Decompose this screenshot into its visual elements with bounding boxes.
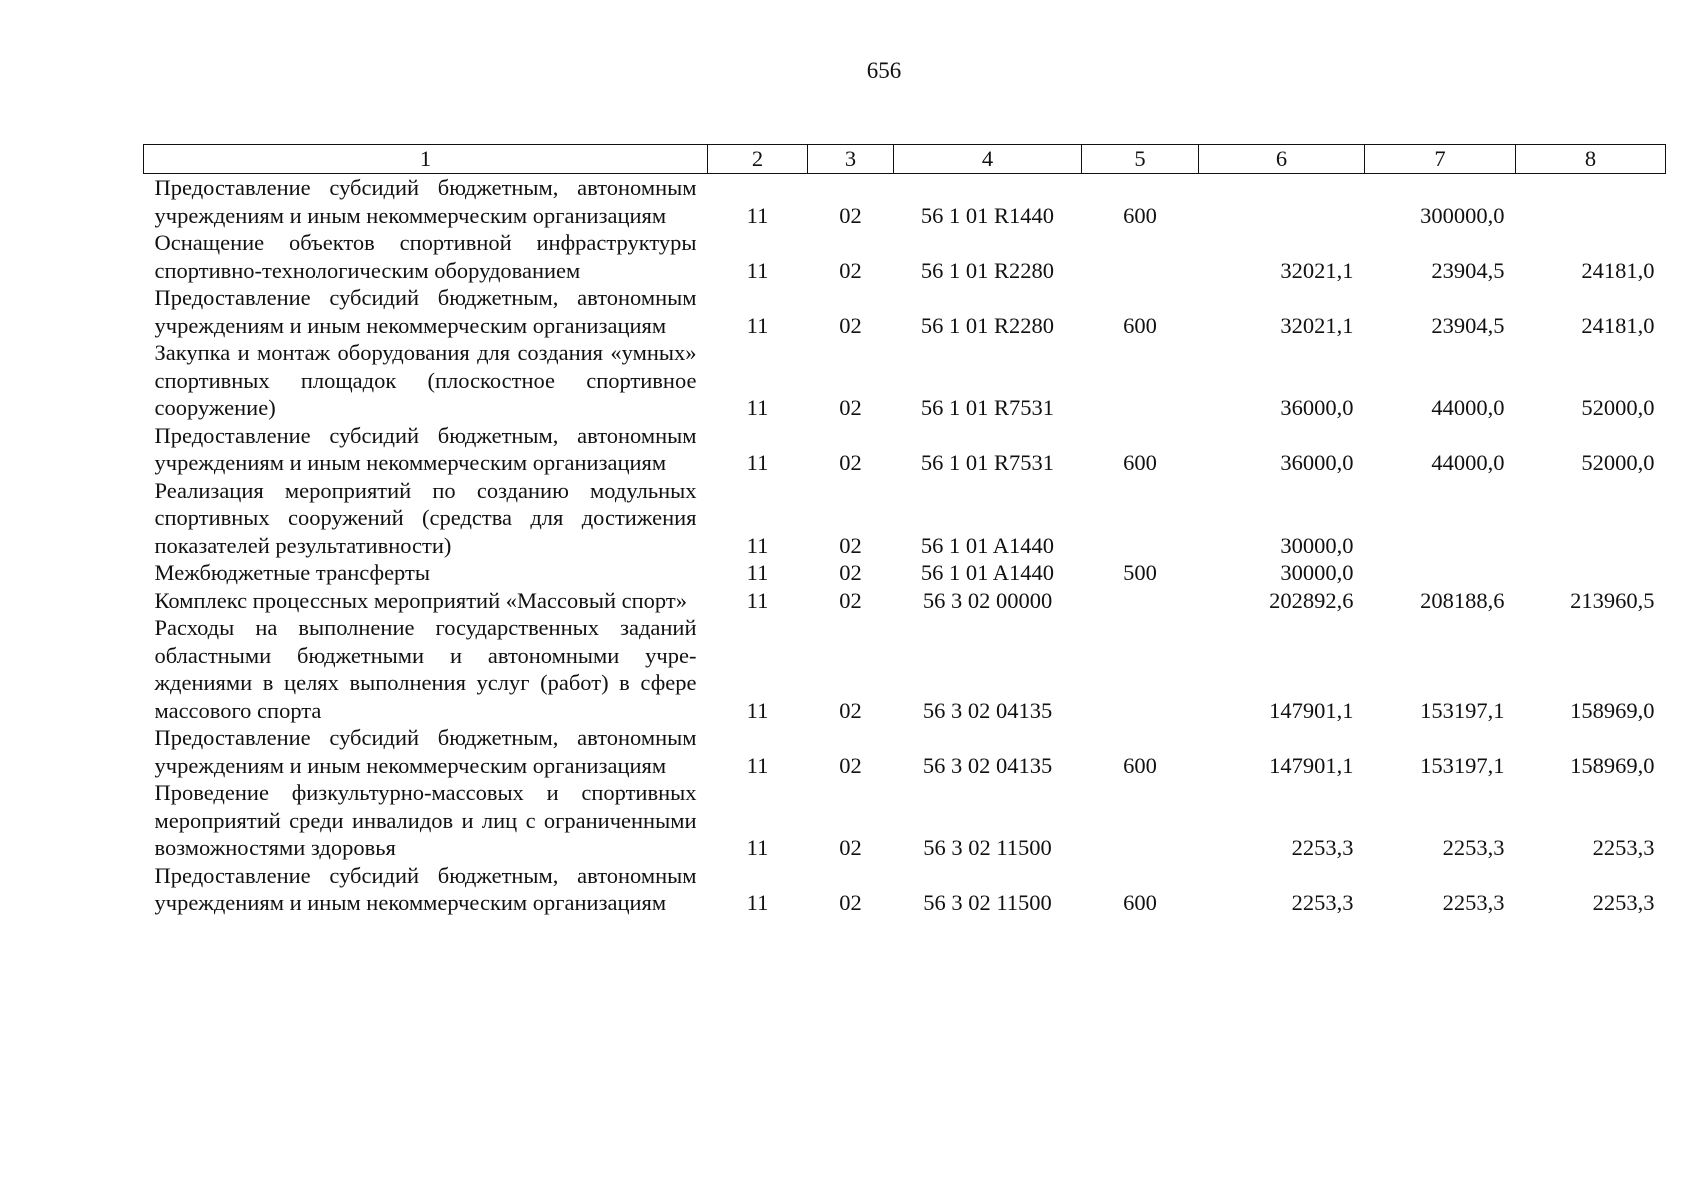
row-target-article: 56 1 01 A1440 [920, 532, 1055, 558]
row-amount-3: 24181,0 [1581, 312, 1655, 338]
column-header: 7 [1365, 145, 1516, 174]
table-row [144, 477, 1666, 560]
row-name: Предоставление субсидий бюджетным, автономным учреждениям и иным некоммерческим организациям [154, 862, 697, 915]
row-subsection: 02 [839, 532, 862, 558]
row-subsection: 02 [839, 560, 862, 585]
row-expense-type [1082, 339, 1199, 422]
budget-table [143, 144, 1666, 917]
row-name: Предоставление субсидий бюджетным, автономным учреждениям и иным некоммерческим организациям [154, 175, 697, 228]
table-row [144, 339, 1666, 422]
table-row [144, 284, 1666, 339]
row-subsection: 02 [839, 312, 862, 338]
row-amount-3 [1516, 174, 1666, 230]
row-amount-1: 32021,1 [1280, 312, 1354, 338]
row-subsection: 02 [839, 395, 862, 420]
row-subsection: 02 [839, 835, 862, 860]
row-target-article: 56 1 01 R2280 [920, 312, 1055, 338]
table-row [144, 229, 1666, 284]
row-subsection: 02 [839, 697, 862, 723]
header-row [144, 145, 1666, 174]
row-section: 11 [746, 560, 769, 585]
row-name: Межбюджетные трансферты [154, 560, 430, 585]
row-subsection: 02 [839, 257, 862, 283]
row-expense-type: 600 [1123, 752, 1157, 778]
row-amount-1: 36000,0 [1280, 395, 1354, 420]
row-target-article: 56 1 01 R7531 [920, 450, 1055, 475]
row-amount-2: 208188,6 [1420, 587, 1505, 613]
table-row [144, 587, 1666, 615]
row-amount-3 [1516, 477, 1666, 560]
row-section: 11 [746, 835, 769, 860]
table-body [144, 174, 1666, 917]
row-amount-3 [1516, 559, 1666, 587]
row-target-article: 56 3 02 11500 [923, 835, 1052, 860]
row-amount-1: 32021,1 [1280, 257, 1354, 283]
row-expense-type: 600 [1123, 312, 1157, 338]
row-section: 11 [746, 752, 769, 778]
row-name: Предоставление субсидий бюджетным, автономным учреждениям и иным некоммерческим организациям [154, 725, 697, 778]
row-section: 11 [746, 587, 769, 613]
row-expense-type [1082, 229, 1199, 284]
row-subsection: 02 [839, 202, 862, 228]
row-amount-1: 202892,6 [1269, 587, 1354, 613]
column-header: 5 [1082, 145, 1199, 174]
row-name: Предоставление субсидий бюджетным, автономным учреждениям и иным некоммерческим организациям [154, 422, 697, 475]
column-header: 2 [708, 145, 808, 174]
row-amount-3: 24181,0 [1581, 257, 1655, 283]
row-expense-type: 500 [1123, 560, 1157, 585]
row-expense-type [1082, 779, 1199, 862]
row-target-article: 56 1 01 R7531 [920, 395, 1055, 420]
row-target-article: 56 1 01 R1440 [920, 202, 1055, 228]
row-amount-2: 300000,0 [1420, 202, 1505, 228]
column-header: 3 [808, 145, 894, 174]
row-amount-2 [1365, 559, 1516, 587]
row-section: 11 [746, 532, 769, 558]
row-section: 11 [746, 202, 769, 228]
row-amount-1: 147901,1 [1269, 752, 1354, 778]
row-amount-2 [1365, 477, 1516, 560]
row-amount-2: 2253,3 [1442, 890, 1505, 915]
row-section: 11 [746, 697, 769, 723]
row-target-article: 56 3 02 00000 [922, 587, 1053, 613]
table-row [144, 724, 1666, 779]
row-target-article: 56 3 02 11500 [923, 890, 1052, 915]
row-amount-3: 2253,3 [1592, 835, 1655, 860]
row-target-article: 56 1 01 R2280 [920, 257, 1055, 283]
row-amount-1: 30000,0 [1280, 560, 1354, 585]
column-header: 1 [144, 145, 708, 174]
row-subsection: 02 [839, 752, 862, 778]
row-amount-1: 30000,0 [1280, 532, 1354, 558]
row-subsection: 02 [839, 450, 862, 475]
row-expense-type: 600 [1123, 202, 1157, 228]
table-row [144, 422, 1666, 477]
row-name: Оснащение объектов спортивной инфраструктуры спортивно-технологическим оборудованием [154, 230, 697, 283]
row-amount-1: 147901,1 [1269, 697, 1354, 723]
column-header: 8 [1516, 145, 1666, 174]
row-amount-2: 153197,1 [1420, 697, 1505, 723]
row-section: 11 [746, 257, 769, 283]
row-amount-2: 44000,0 [1431, 395, 1505, 420]
table-header [144, 145, 1666, 174]
row-amount-3: 52000,0 [1581, 395, 1655, 420]
row-name: Предоставление субсидий бюджетным, автономным учреждениям и иным некоммерческим организациям [154, 285, 697, 338]
table-row [144, 559, 1666, 587]
row-amount-3: 2253,3 [1592, 890, 1655, 915]
table-row [144, 862, 1666, 917]
row-amount-3: 158969,0 [1570, 752, 1655, 778]
row-amount-2: 44000,0 [1431, 450, 1505, 475]
row-section: 11 [746, 890, 769, 915]
row-section: 11 [746, 312, 769, 338]
column-header: 4 [894, 145, 1082, 174]
row-name: Комплекс процессных мероприятий «Массовый спорт» [154, 587, 687, 613]
row-target-article: 56 1 01 A1440 [920, 560, 1055, 585]
row-name: Закупка и монтаж оборудования для создания «умных» спортивных площадок (плоскостное спортивное сооружение) [154, 340, 697, 420]
row-name: Реализация мероприятий по созданию модульных спортивных сооружений (средства для достижения показателей результативности) [154, 477, 697, 558]
table-row [144, 174, 1666, 230]
row-amount-2: 23904,5 [1431, 257, 1505, 283]
table-row [144, 614, 1666, 724]
row-expense-type: 600 [1123, 890, 1157, 915]
table-row [144, 779, 1666, 862]
row-amount-1: 36000,0 [1280, 450, 1354, 475]
row-amount-2: 23904,5 [1431, 312, 1505, 338]
row-expense-type: 600 [1123, 450, 1157, 475]
row-amount-2: 153197,1 [1420, 752, 1505, 778]
row-subsection: 02 [839, 587, 862, 613]
row-expense-type [1082, 477, 1199, 560]
row-target-article: 56 3 02 04135 [922, 752, 1053, 778]
row-expense-type [1082, 587, 1199, 615]
row-amount-1: 2253,3 [1291, 835, 1354, 860]
row-expense-type [1082, 614, 1199, 724]
row-name: Расходы на выполнение государственных заданий областными бюджетными и автономными учреждениями в целях выполнения услуг (работ) в сфере массового спорта [154, 615, 697, 723]
row-amount-3: 213960,5 [1570, 587, 1655, 613]
row-amount-1 [1199, 174, 1365, 230]
row-amount-1: 2253,3 [1291, 890, 1354, 915]
row-name: Проведение физкультурно-массовых и спортивных мероприятий среди инвалидов и лиц с ограниченными возможностями здоровья [154, 780, 697, 860]
column-header: 6 [1199, 145, 1365, 174]
row-subsection: 02 [839, 890, 862, 915]
row-target-article: 56 3 02 04135 [922, 697, 1053, 723]
row-amount-3: 52000,0 [1581, 450, 1655, 475]
row-section: 11 [746, 395, 769, 420]
page-number: 656 [866, 58, 902, 83]
row-amount-2: 2253,3 [1442, 835, 1505, 860]
row-section: 11 [746, 450, 769, 475]
row-amount-3: 158969,0 [1570, 697, 1655, 723]
